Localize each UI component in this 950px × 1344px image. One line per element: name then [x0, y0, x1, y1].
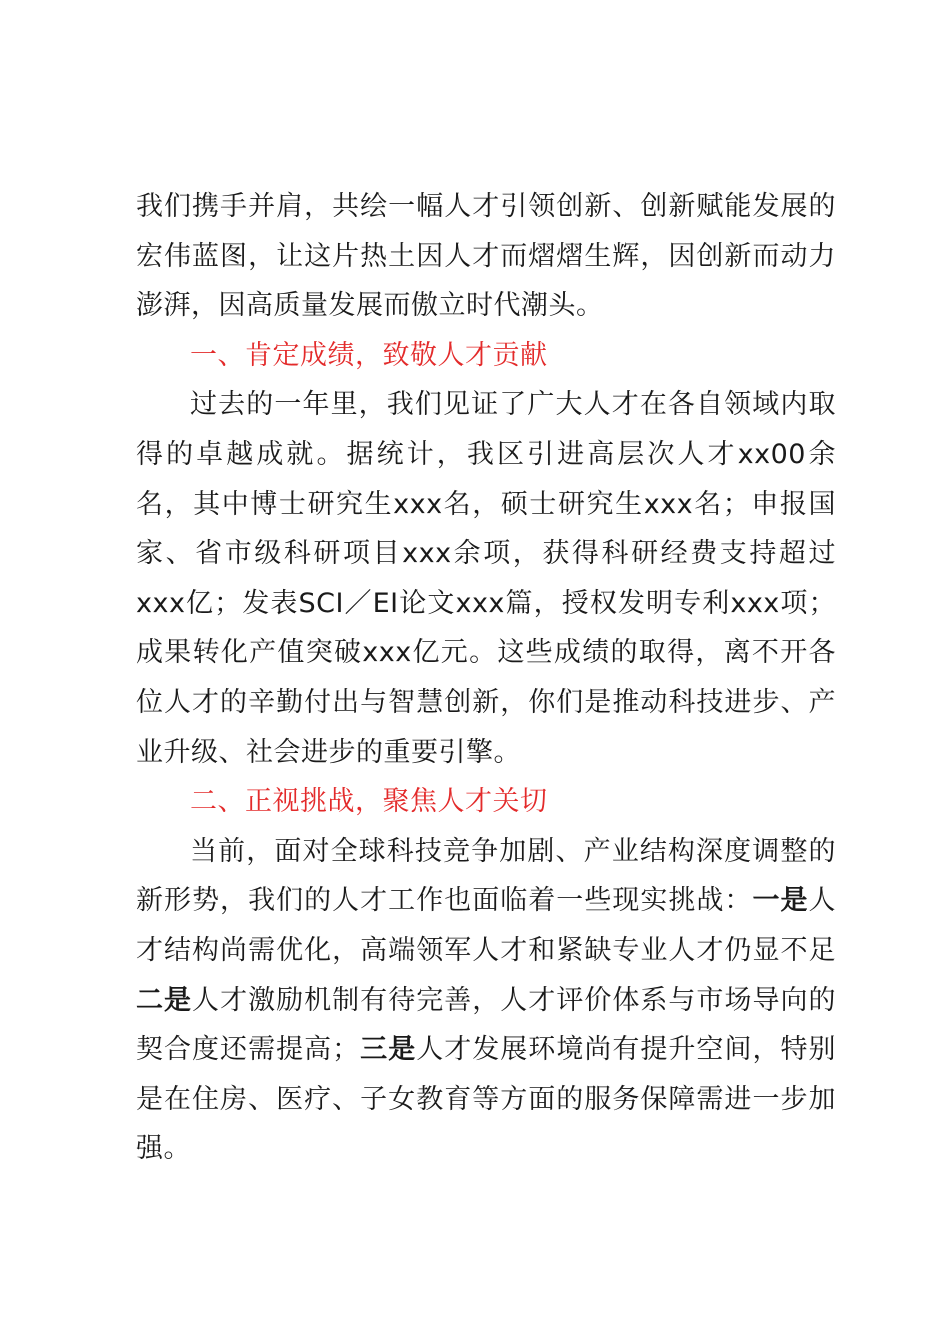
challenge-marker-3: 三是 [359, 1034, 417, 1066]
challenges-text-c: 人才激励机制有待完善，人才评价体系与市场导向的契合度还需提高； [136, 984, 837, 1066]
challenges-text-d: 人才发展环境尚有提升空间，特别是在住房、医疗、子女教育等方面的服务保障需进一步加强。 [136, 1034, 837, 1165]
challenge-marker-1: 一是 [752, 885, 809, 917]
document-body [136, 182, 836, 1174]
challenges-text-b: 人才结构尚需优化，高端领军人才和紧缺专业人才仍显不足 [136, 885, 837, 966]
section-heading-1: 一、肯定成绩，致敬人才贡献 [190, 339, 548, 371]
intro-paragraph: 我们携手并肩，共绘一幅人才引领创新、创新赋能发展的宏伟蓝图，让这片热土因人才而熠熠生辉，因创新而动力澎湃，因高质量发展而傲立时代潮头。 [136, 191, 836, 322]
challenge-marker-2: 二是 [136, 984, 193, 1016]
section-heading-2: 二、正视挑战，聚焦人才关切 [190, 786, 548, 818]
achievements-paragraph: 过去的一年里，我们见证了广大人才在各自领域内取得的卓越成就。据统计，我区引进高层次人才xx00余名，其中博士研究生xxx名，硕士研究生xxx名；申报国家、省市级科研项目xxx余项，获得科研经费支持超过xxx亿；发表SCI／EI论文xxx篇，授权发明专利xxx项；成果转化产值突破xxx亿元。这些成绩的取得，离不开各位人才的辛勤付出与智慧创新，你们是推动科技进步、产业升级、社会进步的重要引擎。 [136, 389, 836, 768]
challenges-paragraph [136, 827, 836, 1174]
challenges-text-a: 当前，面对全球科技竞争加剧、产业结构深度调整的新形势，我们的人才工作也面临着一些现实挑战： [136, 835, 836, 917]
